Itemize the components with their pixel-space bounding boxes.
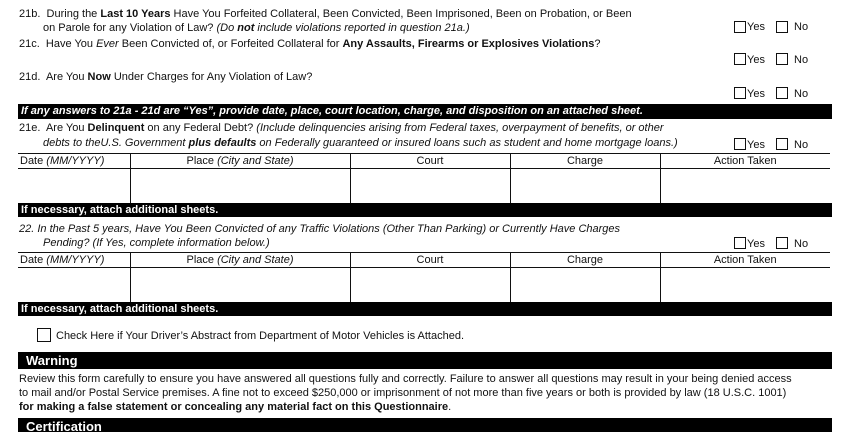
question-number: 21e. <box>19 122 41 134</box>
col-action: Action Taken <box>660 253 830 268</box>
q22-no-checkbox[interactable] <box>776 237 788 249</box>
col-date <box>18 253 130 268</box>
warning-period: . <box>448 401 452 413</box>
q21e-no-checkbox[interactable] <box>776 138 788 150</box>
header-text: Place <box>186 254 218 266</box>
question-note-emphasis: plus defaults <box>188 137 257 149</box>
warning-line <box>19 400 831 414</box>
question-number: 21c. <box>19 38 40 50</box>
no-label: No <box>794 139 809 151</box>
action-cell[interactable] <box>660 169 830 204</box>
question-21d <box>19 70 312 84</box>
q21b-no-checkbox[interactable] <box>776 21 788 33</box>
question-21c <box>19 37 600 51</box>
question-note-emphasis: not <box>237 22 255 34</box>
place-cell[interactable] <box>130 268 350 303</box>
warning-heading: Warning <box>18 352 832 369</box>
action-cell[interactable] <box>660 268 830 303</box>
question-21e <box>19 121 664 135</box>
header-format: (City and State) <box>217 155 294 167</box>
header-text: Date <box>20 155 47 167</box>
question-emphasis: Last 10 Years <box>100 8 171 20</box>
yes-label: Yes <box>747 139 765 151</box>
question-text: Are You <box>45 71 88 83</box>
drivers-abstract-label: Check Here if Your Driver’s Abstract from Department of Motor Vehicles is Attached. <box>56 330 464 342</box>
charge-cell[interactable] <box>510 268 660 303</box>
col-place <box>130 253 350 268</box>
date-cell[interactable] <box>18 268 130 303</box>
col-action: Action Taken <box>660 154 830 169</box>
header-text: Date <box>20 254 47 266</box>
yes-label: Yes <box>747 238 765 250</box>
certification-heading: Certification <box>18 418 832 432</box>
q21e-yes-checkbox[interactable] <box>734 138 746 150</box>
question-21b <box>19 7 632 21</box>
q21c-yes-checkbox[interactable] <box>734 53 746 65</box>
header-format: (City and State) <box>217 254 294 266</box>
header-format: (MM/YYYY) <box>46 155 105 167</box>
warning-text <box>19 372 831 414</box>
date-cell[interactable] <box>18 169 130 204</box>
attach-sheets-bar: If necessary, attach additional sheets. <box>18 302 832 316</box>
place-cell[interactable] <box>130 169 350 204</box>
header-format: (MM/YYYY) <box>46 254 105 266</box>
question-note: include violations reported in question 21a.) <box>254 22 470 34</box>
col-charge: Charge <box>510 253 660 268</box>
question-note: debts to theU.S. Government <box>43 137 189 149</box>
question-note: on Federally guaranteed or insured loans such as student and home mortgage loans.) <box>256 137 678 149</box>
traffic-violations-table <box>18 252 830 303</box>
question-text: Under Charges for Any Violation of Law? <box>110 71 313 83</box>
question-text: Been Convicted of, or Forfeited Collateral for <box>118 38 343 50</box>
question-text: During the <box>46 8 101 20</box>
no-label: No <box>794 21 809 33</box>
col-charge: Charge <box>510 154 660 169</box>
question-21e-line2 <box>43 136 678 150</box>
charge-cell[interactable] <box>510 169 660 204</box>
question-number: 21d. <box>19 71 41 83</box>
question-text: Have You <box>45 38 97 50</box>
q21b-yes-checkbox[interactable] <box>734 21 746 33</box>
question-text: on Parole for any Violation of Law? <box>43 22 217 34</box>
court-cell[interactable] <box>350 169 510 204</box>
warning-line: Review this form carefully to ensure you have answered all questions fully and correctly. Failure to answer all questions may result in your being denied access <box>19 373 792 385</box>
court-cell[interactable] <box>350 268 510 303</box>
question-22-line2: Pending? (If Yes, complete information below.) <box>43 237 270 249</box>
question-21b-line2 <box>43 21 470 35</box>
question-emphasis: Ever <box>96 38 119 50</box>
attach-sheets-bar: If necessary, attach additional sheets. <box>18 203 832 217</box>
question-note: (Do <box>216 22 238 34</box>
question-text: on any Federal Debt? <box>144 122 257 134</box>
no-label: No <box>794 88 809 100</box>
instruction-bar: If any answers to 21a - 21d are “Yes”, provide date, place, court location, charge, and disposition on an attached sheet. <box>18 104 832 119</box>
question-22: 22. In the Past 5 years, Have You Been Convicted of any Traffic Violations (Other Than Parking) or Currently Have Charges <box>19 223 621 235</box>
drivers-abstract-checkbox[interactable] <box>37 328 51 342</box>
question-text: Are You <box>45 122 88 134</box>
col-court: Court <box>350 154 510 169</box>
q21c-no-checkbox[interactable] <box>776 53 788 65</box>
yes-label: Yes <box>747 88 765 100</box>
q21d-yes-checkbox[interactable] <box>734 87 746 99</box>
question-emphasis: Delinquent <box>87 122 145 134</box>
warning-line: to mail and/or Postal Service premises. A fine not to exceed $250,000 or imprisonment of not more than five years or both is provided by law (18 U.S.C. 1001) <box>19 387 787 399</box>
no-label: No <box>794 238 809 250</box>
question-text: ? <box>594 38 601 50</box>
col-date <box>18 154 130 169</box>
question-text: Have You Forfeited Collateral, Been Convicted, Been Imprisoned, Been on Probation, or Been <box>170 8 632 20</box>
col-court: Court <box>350 253 510 268</box>
yes-label: Yes <box>747 21 765 33</box>
warning-emphasis: for making a false statement or concealing any material fact on this Questionnaire <box>19 401 449 413</box>
yes-label: Yes <box>747 54 765 66</box>
offense-table-21 <box>18 153 830 204</box>
q22-yes-checkbox[interactable] <box>734 237 746 249</box>
col-place <box>130 154 350 169</box>
question-note: (Include delinquencies arising from Federal taxes, overpayment of benefits, or other <box>256 122 664 134</box>
no-label: No <box>794 54 809 66</box>
question-number: 21b. <box>19 8 41 20</box>
header-text: Place <box>186 155 218 167</box>
q21d-no-checkbox[interactable] <box>776 87 788 99</box>
question-emphasis: Now <box>87 71 111 83</box>
question-emphasis: Any Assaults, Firearms or Explosives Violations <box>342 38 595 50</box>
